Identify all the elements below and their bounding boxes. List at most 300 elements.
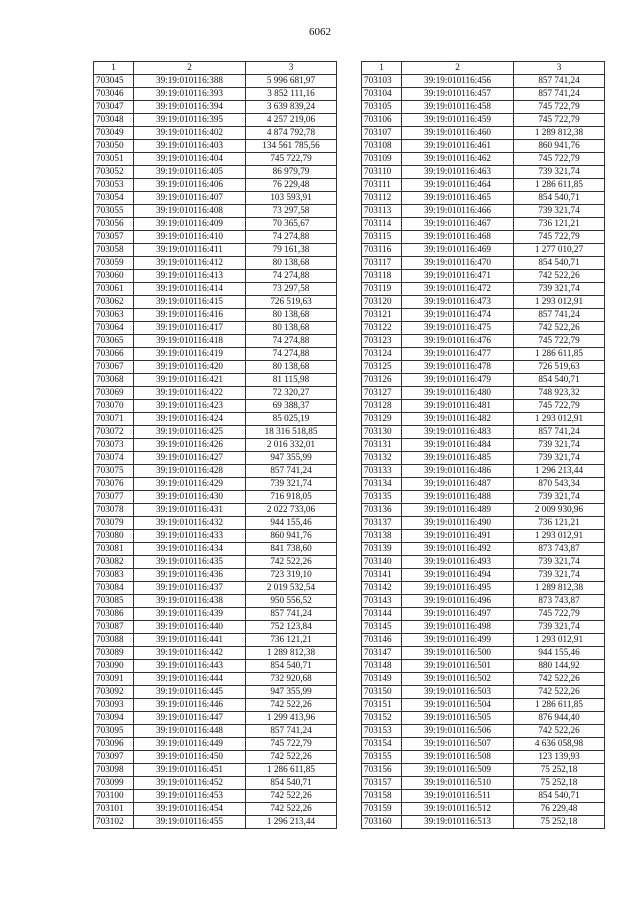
left-data-table bbox=[93, 61, 337, 829]
table-row bbox=[362, 309, 605, 322]
value-cell: 736 121,21 bbox=[514, 517, 605, 530]
table-row bbox=[362, 283, 605, 296]
table-row bbox=[362, 699, 605, 712]
table-row bbox=[362, 374, 605, 387]
cadastral-number-cell: 39:19:010116:497 bbox=[402, 608, 514, 621]
cadastral-number-cell: 39:19:010116:443 bbox=[134, 660, 246, 673]
row-number-cell: 703098 bbox=[94, 764, 134, 777]
table-row bbox=[362, 465, 605, 478]
cadastral-number-cell: 39:19:010116:473 bbox=[402, 296, 514, 309]
table-row bbox=[94, 634, 337, 647]
value-cell: 1 293 012,91 bbox=[514, 634, 605, 647]
table-row bbox=[362, 764, 605, 777]
row-number-cell: 703103 bbox=[362, 75, 402, 88]
value-cell: 739 321,74 bbox=[514, 283, 605, 296]
row-number-cell: 703094 bbox=[94, 712, 134, 725]
value-cell: 742 522,26 bbox=[246, 556, 337, 569]
row-number-cell: 703088 bbox=[94, 634, 134, 647]
row-number-cell: 703073 bbox=[94, 439, 134, 452]
row-number-cell: 703071 bbox=[94, 413, 134, 426]
value-cell: 873 743,87 bbox=[514, 595, 605, 608]
value-cell: 739 321,74 bbox=[514, 166, 605, 179]
row-number-cell: 703075 bbox=[94, 465, 134, 478]
value-cell: 745 722,79 bbox=[514, 231, 605, 244]
table-row bbox=[94, 569, 337, 582]
row-number-cell: 703145 bbox=[362, 621, 402, 634]
table-row bbox=[362, 634, 605, 647]
table-row bbox=[94, 322, 337, 335]
cadastral-number-cell: 39:19:010116:440 bbox=[134, 621, 246, 634]
row-number-cell: 703099 bbox=[94, 777, 134, 790]
cadastral-number-cell: 39:19:010116:461 bbox=[402, 140, 514, 153]
cadastral-number-cell: 39:19:010116:460 bbox=[402, 127, 514, 140]
value-cell: 69 388,37 bbox=[246, 400, 337, 413]
table-row bbox=[362, 660, 605, 673]
table-row bbox=[94, 387, 337, 400]
row-number-cell: 703100 bbox=[94, 790, 134, 803]
cadastral-number-cell: 39:19:010116:406 bbox=[134, 179, 246, 192]
value-cell: 1 296 213,44 bbox=[246, 816, 337, 829]
table-row bbox=[94, 296, 337, 309]
value-cell: 4 636 058,98 bbox=[514, 738, 605, 751]
cadastral-number-cell: 39:19:010116:502 bbox=[402, 673, 514, 686]
table-row bbox=[94, 257, 337, 270]
value-cell: 86 979,79 bbox=[246, 166, 337, 179]
value-cell: 1 289 812,38 bbox=[514, 127, 605, 140]
row-number-cell: 703060 bbox=[94, 270, 134, 283]
value-cell: 2 016 332,01 bbox=[246, 439, 337, 452]
row-number-cell: 703122 bbox=[362, 322, 402, 335]
value-cell: 745 722,79 bbox=[246, 738, 337, 751]
value-cell: 80 138,68 bbox=[246, 322, 337, 335]
table-row bbox=[362, 569, 605, 582]
value-cell: 3 639 839,24 bbox=[246, 101, 337, 114]
value-cell: 1 299 413,96 bbox=[246, 712, 337, 725]
cadastral-number-cell: 39:19:010116:434 bbox=[134, 543, 246, 556]
value-cell: 723 319,10 bbox=[246, 569, 337, 582]
table-row bbox=[362, 439, 605, 452]
row-number-cell: 703102 bbox=[94, 816, 134, 829]
row-number-cell: 703154 bbox=[362, 738, 402, 751]
table-row bbox=[362, 621, 605, 634]
cadastral-number-cell: 39:19:010116:441 bbox=[134, 634, 246, 647]
value-cell: 944 155,46 bbox=[514, 647, 605, 660]
row-number-cell: 703087 bbox=[94, 621, 134, 634]
value-cell: 742 522,26 bbox=[514, 686, 605, 699]
row-number-cell: 703128 bbox=[362, 400, 402, 413]
value-cell: 739 321,74 bbox=[514, 491, 605, 504]
value-cell: 1 293 012,91 bbox=[514, 530, 605, 543]
table-row bbox=[362, 452, 605, 465]
table-row bbox=[362, 530, 605, 543]
row-number-cell: 703118 bbox=[362, 270, 402, 283]
table-row bbox=[362, 647, 605, 660]
column-header: 3 bbox=[246, 62, 337, 75]
cadastral-number-cell: 39:19:010116:489 bbox=[402, 504, 514, 517]
cadastral-number-cell: 39:19:010116:447 bbox=[134, 712, 246, 725]
row-number-cell: 703076 bbox=[94, 478, 134, 491]
cadastral-number-cell: 39:19:010116:407 bbox=[134, 192, 246, 205]
cadastral-number-cell: 39:19:010116:411 bbox=[134, 244, 246, 257]
cadastral-number-cell: 39:19:010116:416 bbox=[134, 309, 246, 322]
value-cell: 70 365,67 bbox=[246, 218, 337, 231]
table-row bbox=[94, 374, 337, 387]
row-number-cell: 703046 bbox=[94, 88, 134, 101]
row-number-cell: 703108 bbox=[362, 140, 402, 153]
value-cell: 76 229,48 bbox=[514, 803, 605, 816]
table-row bbox=[94, 426, 337, 439]
row-number-cell: 703051 bbox=[94, 153, 134, 166]
row-number-cell: 703153 bbox=[362, 725, 402, 738]
value-cell: 739 321,74 bbox=[246, 478, 337, 491]
table-row bbox=[94, 712, 337, 725]
column-header: 2 bbox=[134, 62, 246, 75]
row-number-cell: 703149 bbox=[362, 673, 402, 686]
row-number-cell: 703114 bbox=[362, 218, 402, 231]
value-cell: 123 139,93 bbox=[514, 751, 605, 764]
row-number-cell: 703125 bbox=[362, 361, 402, 374]
row-number-cell: 703091 bbox=[94, 673, 134, 686]
value-cell: 950 556,52 bbox=[246, 595, 337, 608]
row-number-cell: 703054 bbox=[94, 192, 134, 205]
value-cell: 1 286 611,85 bbox=[514, 348, 605, 361]
row-number-cell: 703104 bbox=[362, 88, 402, 101]
row-number-cell: 703109 bbox=[362, 153, 402, 166]
table-row bbox=[94, 647, 337, 660]
table-row bbox=[94, 166, 337, 179]
value-cell: 18 316 518,85 bbox=[246, 426, 337, 439]
value-cell: 880 144,92 bbox=[514, 660, 605, 673]
cadastral-number-cell: 39:19:010116:413 bbox=[134, 270, 246, 283]
cadastral-number-cell: 39:19:010116:415 bbox=[134, 296, 246, 309]
table-row bbox=[362, 153, 605, 166]
table-row bbox=[94, 270, 337, 283]
cadastral-number-cell: 39:19:010116:504 bbox=[402, 699, 514, 712]
table-row bbox=[94, 686, 337, 699]
cadastral-number-cell: 39:19:010116:456 bbox=[402, 75, 514, 88]
row-number-cell: 703143 bbox=[362, 595, 402, 608]
table-row bbox=[94, 725, 337, 738]
value-cell: 73 297,58 bbox=[246, 283, 337, 296]
cadastral-number-cell: 39:19:010116:436 bbox=[134, 569, 246, 582]
value-cell: 870 543,34 bbox=[514, 478, 605, 491]
table-row bbox=[362, 725, 605, 738]
value-cell: 854 540,71 bbox=[246, 777, 337, 790]
column-header: 1 bbox=[362, 62, 402, 75]
table-row bbox=[94, 530, 337, 543]
cadastral-number-cell: 39:19:010116:513 bbox=[402, 816, 514, 829]
value-cell: 739 321,74 bbox=[514, 556, 605, 569]
cadastral-number-cell: 39:19:010116:402 bbox=[134, 127, 246, 140]
row-number-cell: 703138 bbox=[362, 530, 402, 543]
value-cell: 739 321,74 bbox=[514, 439, 605, 452]
table-row bbox=[94, 478, 337, 491]
table-row bbox=[94, 751, 337, 764]
row-number-cell: 703156 bbox=[362, 764, 402, 777]
cadastral-number-cell: 39:19:010116:459 bbox=[402, 114, 514, 127]
row-number-cell: 703116 bbox=[362, 244, 402, 257]
row-number-cell: 703146 bbox=[362, 634, 402, 647]
cadastral-number-cell: 39:19:010116:451 bbox=[134, 764, 246, 777]
row-number-cell: 703132 bbox=[362, 452, 402, 465]
table-row bbox=[362, 192, 605, 205]
table-row bbox=[362, 296, 605, 309]
table-row bbox=[94, 153, 337, 166]
row-number-cell: 703095 bbox=[94, 725, 134, 738]
cadastral-number-cell: 39:19:010116:420 bbox=[134, 361, 246, 374]
value-cell: 748 923,32 bbox=[514, 387, 605, 400]
table-row bbox=[94, 413, 337, 426]
table-row bbox=[94, 777, 337, 790]
table-row bbox=[362, 790, 605, 803]
row-number-cell: 703050 bbox=[94, 140, 134, 153]
cadastral-number-cell: 39:19:010116:435 bbox=[134, 556, 246, 569]
cadastral-number-cell: 39:19:010116:433 bbox=[134, 530, 246, 543]
cadastral-number-cell: 39:19:010116:492 bbox=[402, 543, 514, 556]
value-cell: 745 722,79 bbox=[514, 153, 605, 166]
cadastral-number-cell: 39:19:010116:470 bbox=[402, 257, 514, 270]
row-number-cell: 703152 bbox=[362, 712, 402, 725]
value-cell: 854 540,71 bbox=[514, 257, 605, 270]
value-cell: 739 321,74 bbox=[514, 452, 605, 465]
row-number-cell: 703070 bbox=[94, 400, 134, 413]
row-number-cell: 703135 bbox=[362, 491, 402, 504]
cadastral-number-cell: 39:19:010116:437 bbox=[134, 582, 246, 595]
table-row bbox=[362, 595, 605, 608]
row-number-cell: 703140 bbox=[362, 556, 402, 569]
row-number-cell: 703112 bbox=[362, 192, 402, 205]
row-number-cell: 703069 bbox=[94, 387, 134, 400]
cadastral-number-cell: 39:19:010116:488 bbox=[402, 491, 514, 504]
value-cell: 857 741,24 bbox=[514, 309, 605, 322]
value-cell: 72 320,27 bbox=[246, 387, 337, 400]
cadastral-number-cell: 39:19:010116:482 bbox=[402, 413, 514, 426]
cadastral-number-cell: 39:19:010116:472 bbox=[402, 283, 514, 296]
table-row bbox=[94, 465, 337, 478]
table-row bbox=[94, 309, 337, 322]
row-number-cell: 703063 bbox=[94, 309, 134, 322]
value-cell: 944 155,46 bbox=[246, 517, 337, 530]
column-header: 3 bbox=[514, 62, 605, 75]
value-cell: 745 722,79 bbox=[514, 101, 605, 114]
cadastral-number-cell: 39:19:010116:512 bbox=[402, 803, 514, 816]
value-cell: 80 138,68 bbox=[246, 361, 337, 374]
value-cell: 854 540,71 bbox=[246, 660, 337, 673]
row-number-cell: 703148 bbox=[362, 660, 402, 673]
value-cell: 739 321,74 bbox=[514, 621, 605, 634]
table-row bbox=[94, 452, 337, 465]
table-row bbox=[94, 244, 337, 257]
table-row bbox=[362, 556, 605, 569]
table-row bbox=[362, 205, 605, 218]
table-row bbox=[94, 439, 337, 452]
cadastral-number-cell: 39:19:010116:483 bbox=[402, 426, 514, 439]
table-row bbox=[94, 218, 337, 231]
row-number-cell: 703119 bbox=[362, 283, 402, 296]
row-number-cell: 703067 bbox=[94, 361, 134, 374]
value-cell: 745 722,79 bbox=[514, 400, 605, 413]
cadastral-number-cell: 39:19:010116:510 bbox=[402, 777, 514, 790]
row-number-cell: 703097 bbox=[94, 751, 134, 764]
value-cell: 3 852 111,16 bbox=[246, 88, 337, 101]
cadastral-number-cell: 39:19:010116:465 bbox=[402, 192, 514, 205]
row-number-cell: 703055 bbox=[94, 205, 134, 218]
value-cell: 841 738,60 bbox=[246, 543, 337, 556]
column-header: 2 bbox=[402, 62, 514, 75]
cadastral-number-cell: 39:19:010116:394 bbox=[134, 101, 246, 114]
value-cell: 75 252,18 bbox=[514, 816, 605, 829]
value-cell: 726 519,63 bbox=[514, 361, 605, 374]
table-row bbox=[362, 608, 605, 621]
table-row bbox=[362, 322, 605, 335]
cadastral-number-cell: 39:19:010116:495 bbox=[402, 582, 514, 595]
row-number-cell: 703141 bbox=[362, 569, 402, 582]
table-row bbox=[94, 101, 337, 114]
value-cell: 2 019 532,54 bbox=[246, 582, 337, 595]
row-number-cell: 703064 bbox=[94, 322, 134, 335]
cadastral-number-cell: 39:19:010116:450 bbox=[134, 751, 246, 764]
table-row bbox=[362, 413, 605, 426]
row-number-cell: 703053 bbox=[94, 179, 134, 192]
table-row bbox=[94, 504, 337, 517]
cadastral-number-cell: 39:19:010116:463 bbox=[402, 166, 514, 179]
table-row bbox=[362, 361, 605, 374]
row-number-cell: 703082 bbox=[94, 556, 134, 569]
cadastral-number-cell: 39:19:010116:475 bbox=[402, 322, 514, 335]
value-cell: 103 593,91 bbox=[246, 192, 337, 205]
table-row bbox=[362, 491, 605, 504]
cadastral-number-cell: 39:19:010116:431 bbox=[134, 504, 246, 517]
row-number-cell: 703079 bbox=[94, 517, 134, 530]
value-cell: 732 920,68 bbox=[246, 673, 337, 686]
row-number-cell: 703144 bbox=[362, 608, 402, 621]
cadastral-number-cell: 39:19:010116:511 bbox=[402, 790, 514, 803]
cadastral-number-cell: 39:19:010116:468 bbox=[402, 231, 514, 244]
table-row bbox=[94, 556, 337, 569]
cadastral-number-cell: 39:19:010116:403 bbox=[134, 140, 246, 153]
row-number-cell: 703129 bbox=[362, 413, 402, 426]
row-number-cell: 703083 bbox=[94, 569, 134, 582]
cadastral-number-cell: 39:19:010116:418 bbox=[134, 335, 246, 348]
value-cell: 2 009 930,96 bbox=[514, 504, 605, 517]
cadastral-number-cell: 39:19:010116:404 bbox=[134, 153, 246, 166]
table-row bbox=[362, 114, 605, 127]
value-cell: 74 274,88 bbox=[246, 231, 337, 244]
table-row bbox=[362, 88, 605, 101]
value-cell: 80 138,68 bbox=[246, 309, 337, 322]
table-row bbox=[94, 335, 337, 348]
row-number-cell: 703047 bbox=[94, 101, 134, 114]
value-cell: 4 257 219,06 bbox=[246, 114, 337, 127]
value-cell: 74 274,88 bbox=[246, 270, 337, 283]
value-cell: 79 161,38 bbox=[246, 244, 337, 257]
table-row bbox=[362, 504, 605, 517]
table-row bbox=[362, 686, 605, 699]
cadastral-number-cell: 39:19:010116:448 bbox=[134, 725, 246, 738]
row-number-cell: 703059 bbox=[94, 257, 134, 270]
cadastral-number-cell: 39:19:010116:438 bbox=[134, 595, 246, 608]
value-cell: 74 274,88 bbox=[246, 335, 337, 348]
row-number-cell: 703056 bbox=[94, 218, 134, 231]
row-number-cell: 703066 bbox=[94, 348, 134, 361]
value-cell: 947 355,99 bbox=[246, 452, 337, 465]
cadastral-number-cell: 39:19:010116:408 bbox=[134, 205, 246, 218]
row-number-cell: 703105 bbox=[362, 101, 402, 114]
value-cell: 742 522,26 bbox=[514, 673, 605, 686]
value-cell: 2 022 733,06 bbox=[246, 504, 337, 517]
cadastral-number-cell: 39:19:010116:474 bbox=[402, 309, 514, 322]
cadastral-number-cell: 39:19:010116:439 bbox=[134, 608, 246, 621]
value-cell: 752 123,84 bbox=[246, 621, 337, 634]
value-cell: 73 297,58 bbox=[246, 205, 337, 218]
table-row bbox=[362, 166, 605, 179]
value-cell: 726 519,63 bbox=[246, 296, 337, 309]
value-cell: 134 561 785,56 bbox=[246, 140, 337, 153]
cadastral-number-cell: 39:19:010116:422 bbox=[134, 387, 246, 400]
table-row bbox=[362, 348, 605, 361]
value-cell: 876 944,40 bbox=[514, 712, 605, 725]
row-number-cell: 703113 bbox=[362, 205, 402, 218]
table-row bbox=[362, 257, 605, 270]
cadastral-number-cell: 39:19:010116:454 bbox=[134, 803, 246, 816]
cadastral-number-cell: 39:19:010116:409 bbox=[134, 218, 246, 231]
row-number-cell: 703065 bbox=[94, 335, 134, 348]
cadastral-number-cell: 39:19:010116:476 bbox=[402, 335, 514, 348]
value-cell: 716 918,05 bbox=[246, 491, 337, 504]
row-number-cell: 703072 bbox=[94, 426, 134, 439]
row-number-cell: 703160 bbox=[362, 816, 402, 829]
cadastral-number-cell: 39:19:010116:478 bbox=[402, 361, 514, 374]
table-row bbox=[94, 517, 337, 530]
table-row bbox=[362, 127, 605, 140]
value-cell: 742 522,26 bbox=[514, 270, 605, 283]
table-row bbox=[94, 231, 337, 244]
value-cell: 742 522,26 bbox=[246, 751, 337, 764]
cadastral-number-cell: 39:19:010116:419 bbox=[134, 348, 246, 361]
cadastral-number-cell: 39:19:010116:449 bbox=[134, 738, 246, 751]
table-row bbox=[94, 88, 337, 101]
row-number-cell: 703093 bbox=[94, 699, 134, 712]
table-row bbox=[94, 491, 337, 504]
table-row bbox=[94, 660, 337, 673]
row-number-cell: 703137 bbox=[362, 517, 402, 530]
table-row bbox=[362, 582, 605, 595]
cadastral-number-cell: 39:19:010116:498 bbox=[402, 621, 514, 634]
table-row bbox=[94, 738, 337, 751]
row-number-cell: 703123 bbox=[362, 335, 402, 348]
row-number-cell: 703157 bbox=[362, 777, 402, 790]
table-row bbox=[362, 803, 605, 816]
value-cell: 860 941,76 bbox=[514, 140, 605, 153]
cadastral-number-cell: 39:19:010116:428 bbox=[134, 465, 246, 478]
right-table-body bbox=[362, 75, 605, 829]
cadastral-number-cell: 39:19:010116:471 bbox=[402, 270, 514, 283]
cadastral-number-cell: 39:19:010116:500 bbox=[402, 647, 514, 660]
row-number-cell: 703159 bbox=[362, 803, 402, 816]
row-number-cell: 703106 bbox=[362, 114, 402, 127]
value-cell: 742 522,26 bbox=[246, 790, 337, 803]
value-cell: 75 252,18 bbox=[514, 764, 605, 777]
table-row bbox=[94, 348, 337, 361]
table-row bbox=[94, 543, 337, 556]
table-row bbox=[94, 803, 337, 816]
value-cell: 857 741,24 bbox=[246, 608, 337, 621]
cadastral-number-cell: 39:19:010116:426 bbox=[134, 439, 246, 452]
row-number-cell: 703155 bbox=[362, 751, 402, 764]
row-number-cell: 703090 bbox=[94, 660, 134, 673]
table-row bbox=[362, 738, 605, 751]
cadastral-number-cell: 39:19:010116:446 bbox=[134, 699, 246, 712]
